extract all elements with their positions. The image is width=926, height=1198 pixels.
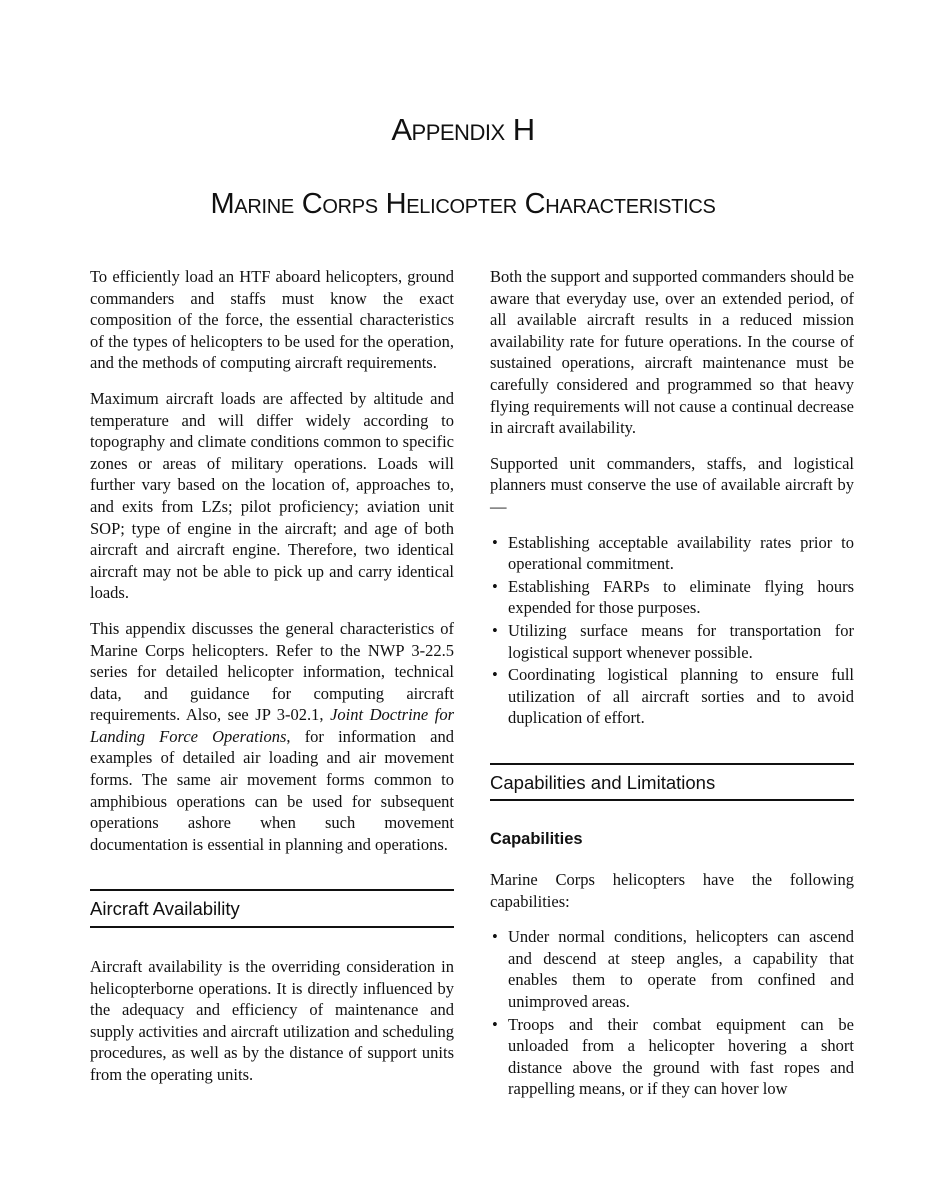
conserve-paragraph: Supported unit commanders, staffs, and logistical planners must conserve the use of available aircraft by—: [490, 453, 854, 516]
list-item-text: Troops and their combat equipment can be unloaded from a helicopter hovering a short distance above the ground with fast ropes and rappelling means, or if they can hover low: [508, 1014, 854, 1099]
list-item-text: Establishing acceptable availability rates prior to operational commitment.: [508, 532, 854, 574]
list-item: [490, 1014, 854, 1100]
publication-reference: Joint Doctrine for Landing Force Operations: [90, 705, 455, 746]
list-item-text: Establishing FARPs to eliminate flying hours expended for those purposes.: [508, 576, 854, 618]
list-item-text: Utilizing surface means for transportation for logistical support whenever possible.: [508, 620, 854, 662]
list-item: [490, 576, 854, 619]
capabilities-intro-paragraph: Marine Corps helicopters have the following capabilities:: [490, 870, 854, 911]
right-column: [490, 266, 854, 1114]
bullet-icon: •: [492, 1014, 498, 1034]
list-item: [490, 926, 854, 1012]
conserve-list: [490, 532, 854, 729]
bullet-icon: •: [492, 576, 498, 596]
list-item-text: Coordinating logistical planning to ensure full utilization of all aircraft sorties and to avoid duplication of effort.: [508, 665, 854, 728]
sustained-ops-paragraph: Both the support and supported commanders should be aware that everyday use, over an extended period, of all available aircraft results in a reduced mission availability rate for future operations. In the course of sustained operations, aircraft maintenance must be carefully considered and programmed so that heavy flying requirements will not cause a continual decrease in aircraft availability.: [490, 267, 854, 438]
bullet-icon: •: [492, 665, 498, 685]
bullet-icon: •: [492, 927, 498, 947]
scope-text-a: This appendix discusses the general characteristics of Marine Corps helicopters. Refer to the NWP 3-22.5 series for detailed helicopter information, technical data, and guidance for computing aircraft requirements. Also, see JP 3-02.1,: [90, 618, 454, 725]
bullet-icon: •: [492, 620, 498, 640]
left-column: [90, 266, 454, 1100]
bullet-icon: •: [492, 532, 498, 552]
section-heading-aircraft-availability: Aircraft Availability: [90, 889, 454, 928]
capabilities-list: [490, 926, 854, 1100]
availability-paragraph: Aircraft availability is the overriding consideration in helicopterborne operations. It is directly influenced by the adequacy and efficiency of maintenance and supply activities and aircraft utilization and scheduling procedures, as well as by the distance of support units from the operating units.: [90, 957, 454, 1084]
list-item: [490, 620, 854, 663]
list-item-text: Under normal conditions, helicopters can ascend and descend at steep angles, a capability that enables them to operate from confined and unimproved areas.: [508, 927, 854, 1012]
aircraft-loads-paragraph: Maximum aircraft loads are affected by altitude and temperature and will differ widely according to topography and climate conditions common to specific zones or areas of military operations. Loads will further vary based on the location of, approaches to, and exits from LZs; pilot proficiency; aviation unit SOP; type of engine in the aircraft; and age of both aircraft and aircraft engine. Therefore, two identical aircraft may not be able to pick up and carry identical loads.: [90, 388, 454, 603]
subheading-capabilities: Capabilities: [490, 830, 583, 849]
list-item: [490, 664, 854, 729]
appendix-scope-paragraph: [90, 618, 454, 856]
list-item: [490, 532, 854, 575]
page-title: Marine Corps Helicopter Characteristics: [210, 188, 716, 220]
scope-text-b: , for information and examples of detailed air loading and air movement forms. The same air movement forms common to amphibious operations can be used for subsequent operations ashore when such movement documentation is essential in planning and operations.: [90, 726, 454, 854]
section-heading-capabilities-limitations: Capabilities and Limitations: [490, 763, 854, 802]
intro-paragraph: To efficiently load an HTF aboard helicopters, ground commanders and staffs must know the exact composition of the force, the essential characteristics of the types of helicopters to be used for the operation, and the methods of computing aircraft requirements.: [90, 267, 454, 373]
appendix-title: Appendix H: [391, 112, 535, 147]
